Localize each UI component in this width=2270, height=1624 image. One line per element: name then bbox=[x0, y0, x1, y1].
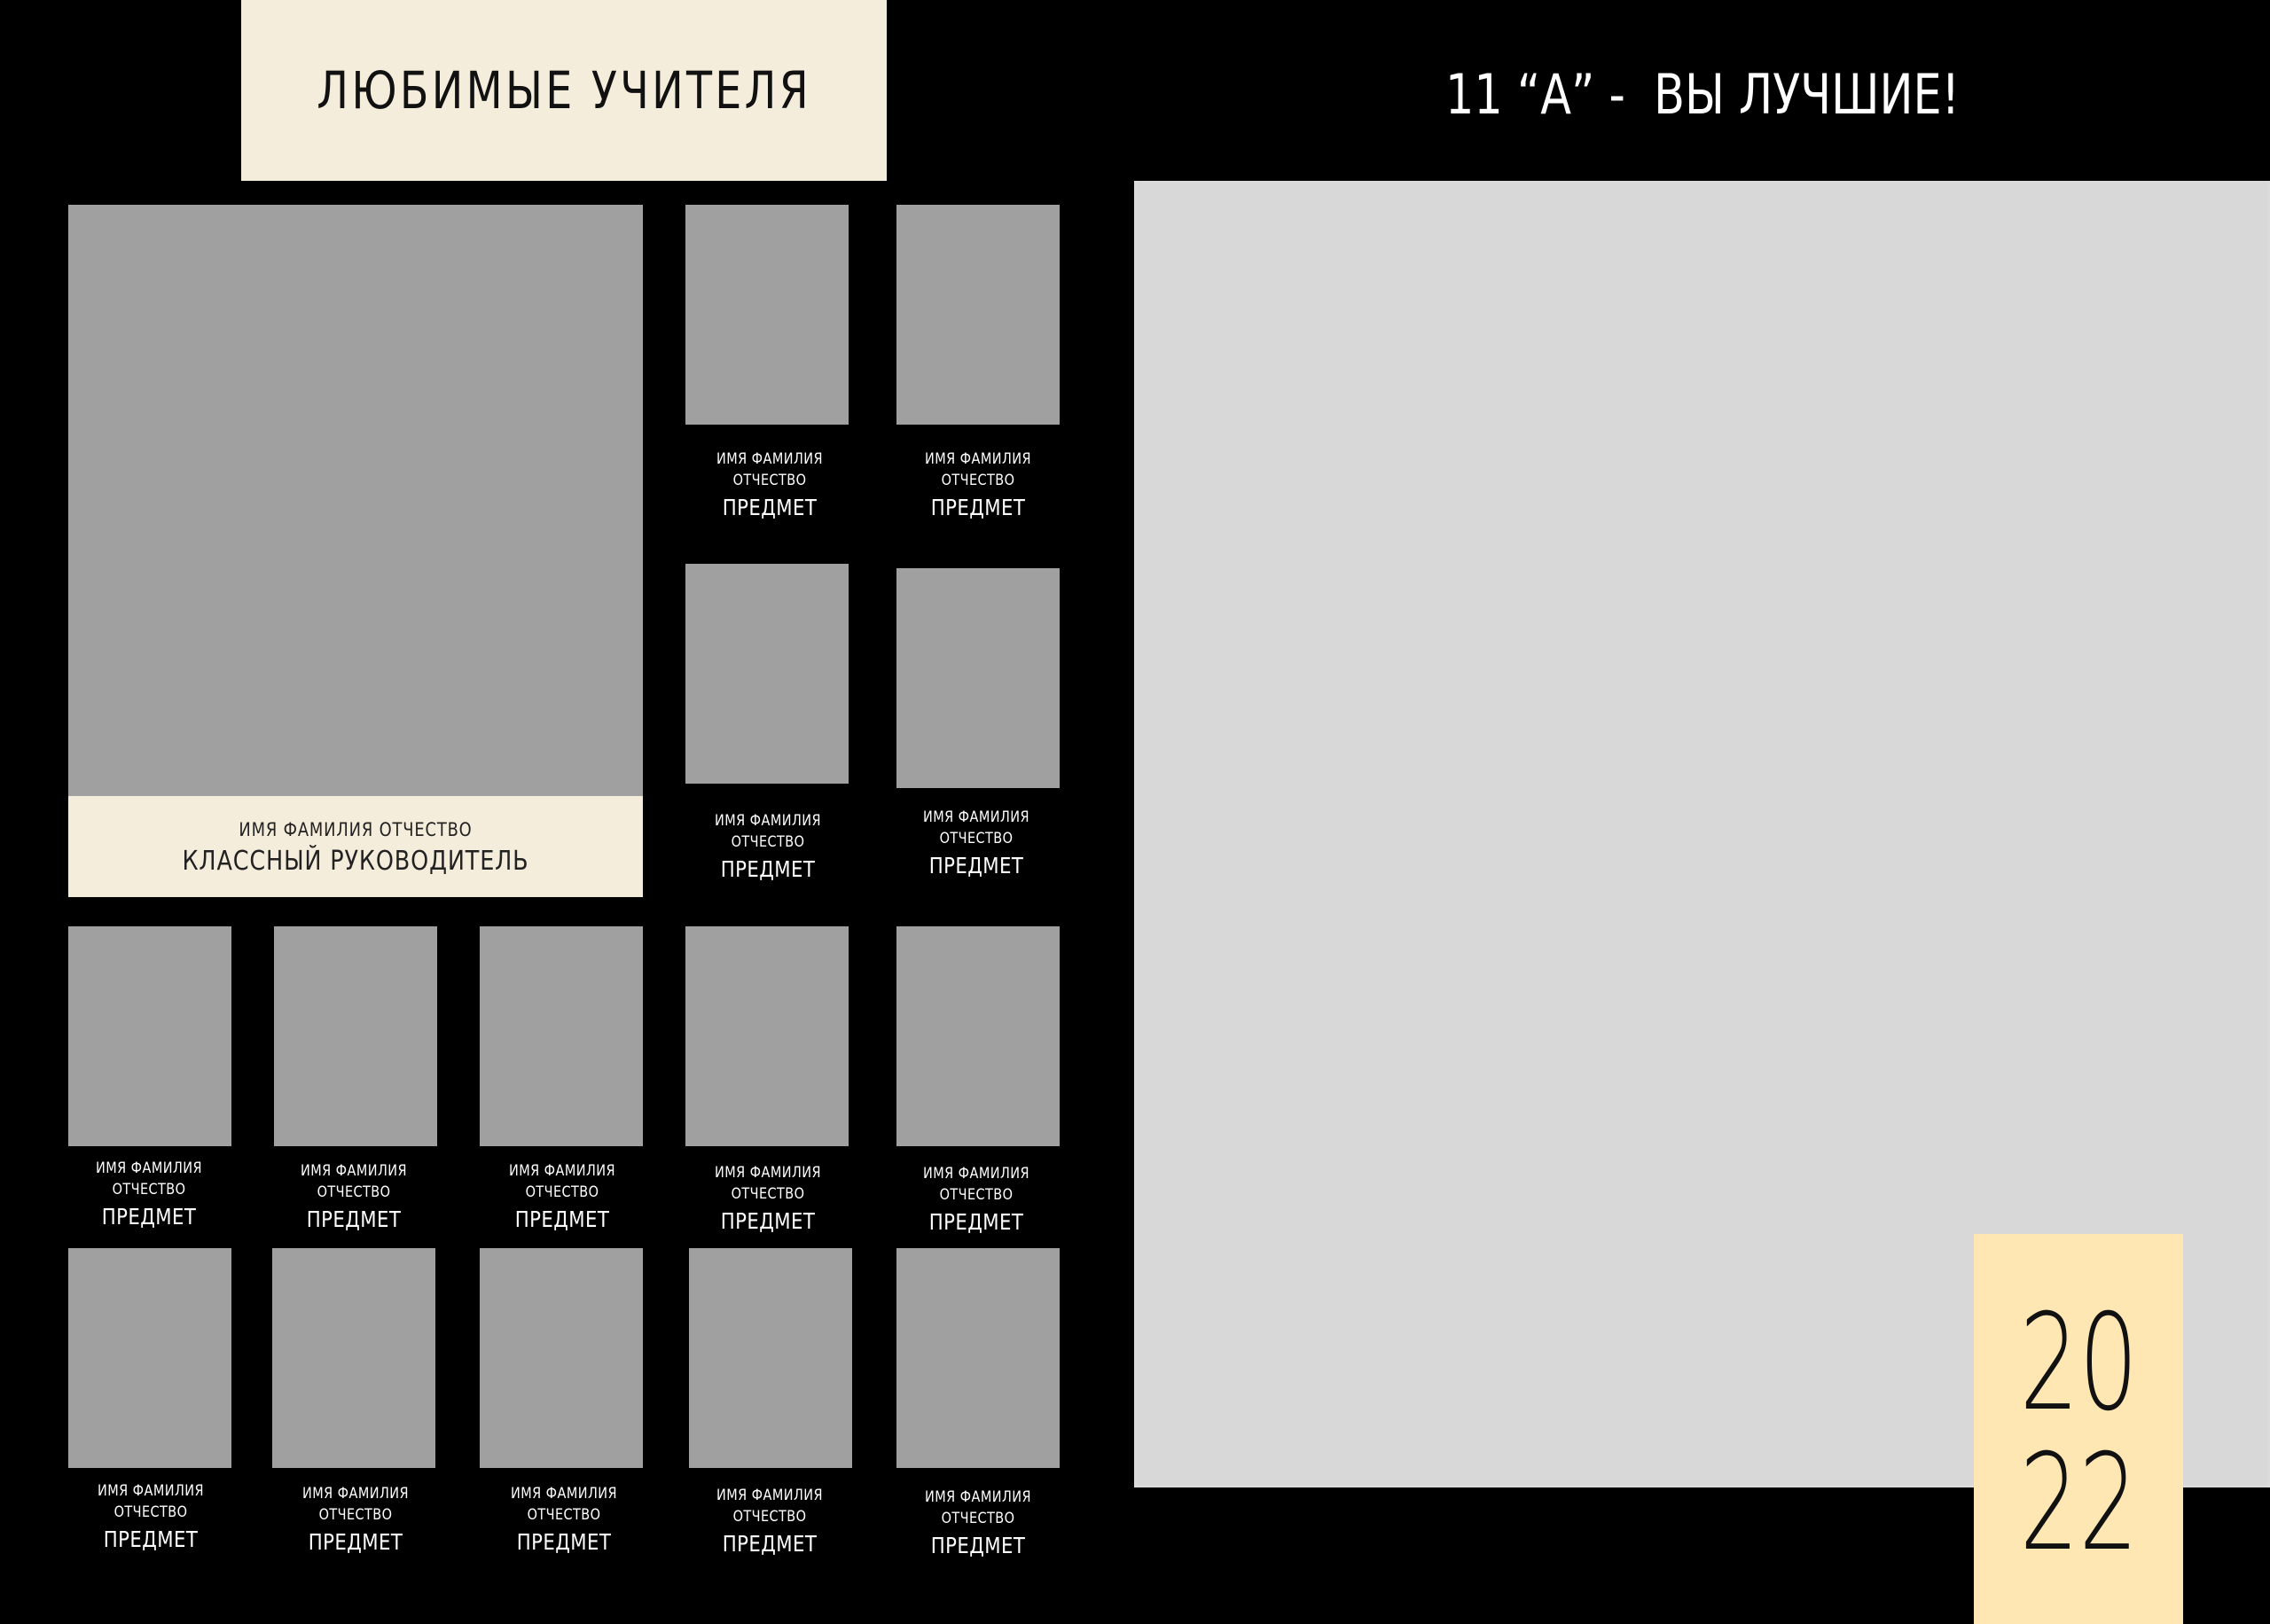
teacher-name: ИМЯ ФАМИЛИЯ bbox=[302, 1485, 409, 1503]
teacher-name: ИМЯ ФАМИЛИЯ bbox=[98, 1482, 204, 1500]
year-badge bbox=[1974, 1234, 2183, 1624]
teacher-photo[interactable] bbox=[480, 1248, 643, 1468]
teacher-photo[interactable] bbox=[68, 1248, 231, 1468]
teacher-subject: ПРЕДМЕТ bbox=[514, 1206, 610, 1232]
teacher-subject: ПРЕДМЕТ bbox=[308, 1529, 403, 1555]
title-tab bbox=[241, 0, 887, 181]
teacher-subject: ПРЕДМЕТ bbox=[928, 853, 1024, 878]
teacher-patronymic: ОТЧЕСТВО bbox=[731, 833, 805, 851]
teacher-patronymic: ОТЧЕСТВО bbox=[112, 1181, 186, 1198]
teacher-patronymic: ОТЧЕСТВО bbox=[114, 1503, 188, 1521]
teacher-name: ИМЯ ФАМИЛИЯ bbox=[301, 1162, 407, 1180]
teacher-name: ИМЯ ФАМИЛИЯ bbox=[923, 1165, 1029, 1183]
lead-teacher-photo[interactable] bbox=[68, 205, 643, 797]
teacher-photo[interactable] bbox=[685, 564, 849, 784]
teacher-caption bbox=[49, 1480, 253, 1555]
teacher-patronymic: ОТЧЕСТВО bbox=[732, 472, 807, 489]
teacher-caption bbox=[874, 1163, 1078, 1238]
lead-teacher-name: ИМЯ ФАМИЛИЯ ОТЧЕСТВО bbox=[239, 819, 473, 840]
lead-teacher-role: КЛАССНЫЙ РУКОВОДИТЕЛЬ bbox=[182, 846, 529, 877]
teacher-name: ИМЯ ФАМИЛИЯ bbox=[716, 1487, 823, 1504]
teacher-subject: ПРЕДМЕТ bbox=[930, 495, 1026, 520]
teacher-photo[interactable] bbox=[274, 926, 437, 1146]
teacher-photo[interactable] bbox=[896, 926, 1060, 1146]
lead-teacher-caption bbox=[68, 796, 643, 897]
teacher-caption bbox=[254, 1483, 458, 1558]
teacher-patronymic: ОТЧЕСТВО bbox=[527, 1506, 601, 1524]
teacher-subject: ПРЕДМЕТ bbox=[722, 495, 818, 520]
teacher-photo[interactable] bbox=[689, 1248, 852, 1468]
teacher-caption bbox=[668, 449, 872, 523]
teacher-subject: ПРЕДМЕТ bbox=[720, 1208, 816, 1234]
teacher-patronymic: ОТЧЕСТВО bbox=[525, 1183, 599, 1201]
teacher-caption bbox=[47, 1158, 251, 1232]
teacher-name: ИМЯ ФАМИЛИЯ bbox=[509, 1162, 615, 1180]
teacher-name: ИМЯ ФАМИЛИЯ bbox=[923, 808, 1029, 826]
teacher-subject: ПРЕДМЕТ bbox=[103, 1526, 199, 1552]
teacher-subject: ПРЕДМЕТ bbox=[928, 1209, 1024, 1235]
teacher-photo[interactable] bbox=[68, 926, 231, 1146]
teacher-caption bbox=[876, 449, 1080, 523]
teacher-name: ИМЯ ФАМИЛИЯ bbox=[715, 1164, 821, 1182]
teacher-caption bbox=[666, 810, 870, 885]
teacher-patronymic: ОТЧЕСТВО bbox=[941, 1510, 1015, 1527]
teacher-name: ИМЯ ФАМИЛИЯ bbox=[716, 450, 823, 468]
teacher-caption bbox=[666, 1162, 870, 1237]
teacher-photo[interactable] bbox=[685, 926, 849, 1146]
teacher-caption bbox=[876, 1487, 1080, 1561]
teacher-photo[interactable] bbox=[896, 205, 1060, 425]
teacher-photo[interactable] bbox=[480, 926, 643, 1146]
teacher-photo[interactable] bbox=[272, 1248, 435, 1468]
page-title: ЛЮБИМЫЕ УЧИТЕЛЯ bbox=[317, 60, 811, 121]
teacher-subject: ПРЕДМЕТ bbox=[720, 856, 816, 882]
teacher-caption bbox=[460, 1160, 664, 1235]
teacher-patronymic: ОТЧЕСТВО bbox=[939, 830, 1014, 847]
teacher-name: ИМЯ ФАМИЛИЯ bbox=[925, 1488, 1031, 1506]
teacher-name: ИМЯ ФАМИЛИЯ bbox=[715, 812, 821, 830]
teacher-name: ИМЯ ФАМИЛИЯ bbox=[511, 1485, 617, 1503]
teacher-photo[interactable] bbox=[896, 1248, 1060, 1468]
teacher-patronymic: ОТЧЕСТВО bbox=[731, 1185, 805, 1203]
year-line-1: 20 bbox=[2019, 1286, 2138, 1441]
teacher-subject: ПРЕДМЕТ bbox=[930, 1533, 1026, 1558]
teacher-patronymic: ОТЧЕСТВО bbox=[941, 472, 1015, 489]
teacher-subject: ПРЕДМЕТ bbox=[516, 1529, 612, 1555]
teacher-photo[interactable] bbox=[896, 568, 1060, 788]
teacher-photo[interactable] bbox=[685, 205, 849, 425]
teacher-subject: ПРЕДМЕТ bbox=[101, 1204, 197, 1230]
year-line-2: 22 bbox=[2019, 1426, 2138, 1581]
teacher-caption bbox=[874, 807, 1078, 881]
teacher-subject: ПРЕДМЕТ bbox=[722, 1531, 818, 1557]
teacher-patronymic: ОТЧЕСТВО bbox=[939, 1186, 1014, 1204]
teacher-caption bbox=[668, 1485, 872, 1559]
class-title: 11 “А” - ВЫ ЛУЧШИЕ! bbox=[1445, 62, 1960, 127]
teacher-subject: ПРЕДМЕТ bbox=[306, 1206, 402, 1232]
teacher-name: ИМЯ ФАМИЛИЯ bbox=[925, 450, 1031, 468]
teacher-patronymic: ОТЧЕСТВО bbox=[318, 1506, 393, 1524]
teacher-patronymic: ОТЧЕСТВО bbox=[317, 1183, 391, 1201]
teacher-caption bbox=[462, 1483, 666, 1558]
teacher-name: ИМЯ ФАМИЛИЯ bbox=[96, 1159, 202, 1177]
teacher-caption bbox=[252, 1160, 456, 1235]
teacher-patronymic: ОТЧЕСТВО bbox=[732, 1508, 807, 1526]
